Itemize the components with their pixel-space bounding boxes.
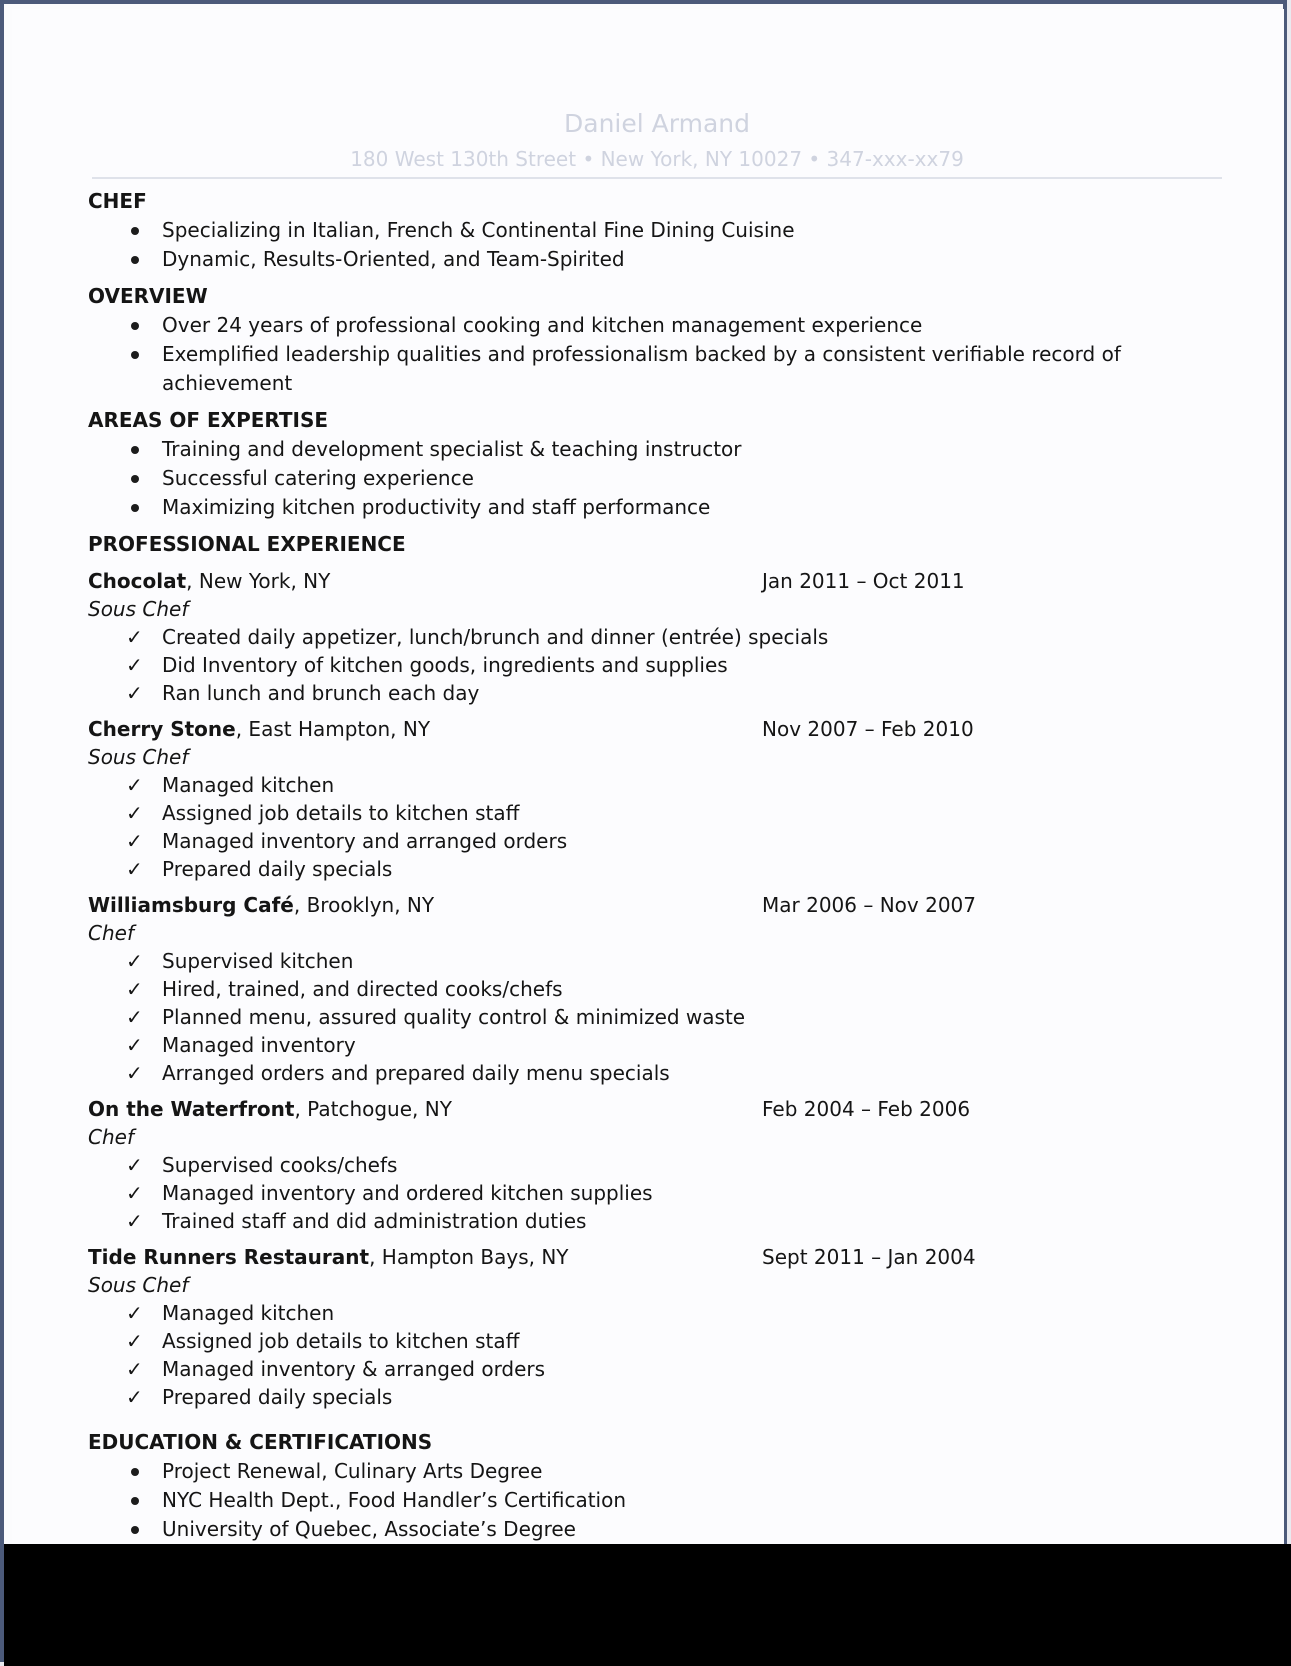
list-item: ✓ Managed inventory: [126, 1033, 356, 1057]
checkmark-icon: ✓: [126, 1209, 143, 1233]
checkmark-icon: ✓: [126, 1357, 143, 1381]
candidate-address: 180 West 130th Street • New York, NY 10027 • 347-xxx-xx79: [350, 147, 964, 171]
job-title: Chef: [88, 1125, 134, 1149]
bottom-black-bar: [4, 1544, 1291, 1666]
list-item: Specializing in Italian, French & Continental Fine Dining Cuisine: [88, 216, 1218, 245]
resume-page: [12, 9, 1284, 1544]
job-duties: [88, 1299, 1218, 1411]
job-location: , Patchogue, NY: [294, 1097, 452, 1121]
list-item: ✓ Trained staff and did administration duties: [126, 1209, 587, 1233]
checkmark-icon: ✓: [126, 1181, 143, 1205]
checkmark-icon: ✓: [126, 1153, 143, 1177]
list-item: ✓ Managed kitchen: [126, 773, 335, 797]
bullet-icon: [131, 504, 139, 512]
list-item: ✓ Assigned job details to kitchen staff: [126, 801, 520, 825]
checkmark-icon: ✓: [126, 1061, 143, 1085]
bullet-icon: [131, 1497, 139, 1505]
list-item: ✓ Created daily appetizer, lunch/brunch and dinner (entrée) specials: [126, 625, 829, 649]
job-title: Sous Chef: [88, 597, 189, 621]
job-employer: Williamsburg Café: [88, 893, 294, 917]
list-item: ✓ Prepared daily specials: [126, 857, 393, 881]
list-item: ✓ Supervised cooks/chefs: [126, 1153, 398, 1177]
job-dates: Sept 2011 – Jan 2004: [762, 1245, 976, 1269]
checkmark-icon: ✓: [126, 1033, 143, 1057]
section-heading-chef: CHEF: [88, 189, 147, 213]
bullet-icon: [131, 1468, 139, 1476]
list-item: ✓ Hired, trained, and directed cooks/chefs: [126, 977, 563, 1001]
job-header: [88, 891, 1218, 919]
resume-body: [88, 186, 1218, 1573]
bullet-icon: [131, 446, 139, 454]
list-item: ✓ Ran lunch and brunch each day: [126, 681, 480, 705]
job-dates: Jan 2011 – Oct 2011: [762, 569, 965, 593]
job-location: , East Hampton, NY: [235, 717, 431, 741]
job-employer: Tide Runners Restaurant: [88, 1245, 370, 1269]
job-duties: [88, 623, 1218, 707]
job-title: Sous Chef: [88, 1273, 189, 1297]
job-dates: Feb 2004 – Feb 2006: [762, 1097, 971, 1121]
overview-list: [88, 311, 1218, 398]
list-item: NYC Health Dept., Food Handler’s Certification: [88, 1486, 1218, 1515]
bullet-icon: [131, 1526, 139, 1534]
list-item: ✓ Planned menu, assured quality control & minimized waste: [126, 1005, 746, 1029]
list-item: Over 24 years of professional cooking and kitchen management experience: [88, 311, 1218, 340]
job-entry: [88, 891, 1218, 1087]
list-item: Project Renewal, Culinary Arts Degree: [88, 1457, 1218, 1486]
checkmark-icon: ✓: [126, 949, 143, 973]
header-divider: [92, 177, 1222, 179]
checkmark-icon: ✓: [126, 625, 143, 649]
checkmark-icon: ✓: [126, 773, 143, 797]
candidate-name: Daniel Armand: [564, 109, 750, 138]
list-item: Successful catering experience: [88, 464, 1218, 493]
resume-header: [92, 9, 1222, 179]
bullet-icon: [131, 322, 139, 330]
job-header: [88, 1243, 1218, 1271]
checkmark-icon: ✓: [126, 681, 143, 705]
job-entry: [88, 567, 1218, 707]
checkmark-icon: ✓: [126, 801, 143, 825]
list-item: ✓ Supervised kitchen: [126, 949, 354, 973]
list-item: ✓ Managed inventory and ordered kitchen supplies: [126, 1181, 653, 1205]
job-duties: [88, 771, 1218, 883]
checkmark-icon: ✓: [126, 653, 143, 677]
bullet-icon: [131, 227, 139, 235]
job-location: , New York, NY: [186, 569, 331, 593]
checkmark-icon: ✓: [126, 1005, 143, 1029]
list-item: Maximizing kitchen productivity and staff performance: [88, 493, 1218, 522]
list-item: ✓ Arranged orders and prepared daily menu specials: [126, 1061, 670, 1085]
checkmark-icon: ✓: [126, 857, 143, 881]
job-employer: Cherry Stone: [88, 717, 236, 741]
list-item: ✓ Assigned job details to kitchen staff: [126, 1329, 520, 1353]
job-dates: Mar 2006 – Nov 2007: [762, 893, 976, 917]
list-item: University of Quebec, Associate’s Degree: [88, 1515, 1218, 1544]
section-heading-experience: PROFESSIONAL EXPERIENCE: [88, 532, 406, 556]
job-dates: Nov 2007 – Feb 2010: [762, 717, 974, 741]
job-duties: [88, 947, 1218, 1087]
job-header: [88, 715, 1218, 743]
bullet-icon: [131, 256, 139, 264]
checkmark-icon: ✓: [126, 1385, 143, 1409]
checkmark-icon: ✓: [126, 1329, 143, 1353]
section-heading-education: EDUCATION & CERTIFICATIONS: [88, 1430, 433, 1454]
job-header: [88, 1095, 1218, 1123]
section-heading-expertise: AREAS OF EXPERTISE: [88, 408, 329, 432]
job-entry: [88, 1243, 1218, 1411]
job-employer: Chocolat: [88, 569, 187, 593]
list-item: Exemplified leadership qualities and professionalism backed by a consistent verifiable record of achievement: [88, 340, 1218, 398]
job-employer: On the Waterfront: [88, 1097, 295, 1121]
checkmark-icon: ✓: [126, 829, 143, 853]
list-item: ✓ Did Inventory of kitchen goods, ingredients and supplies: [126, 653, 728, 677]
checkmark-icon: ✓: [126, 1301, 143, 1325]
expertise-list: [88, 435, 1218, 522]
job-entry: [88, 715, 1218, 883]
chef-list: [88, 216, 1218, 274]
job-header: [88, 567, 1218, 595]
list-item: Training and development specialist & teaching instructor: [88, 435, 1218, 464]
list-item: Dynamic, Results-Oriented, and Team-Spirited: [88, 245, 1218, 274]
section-heading-overview: OVERVIEW: [88, 284, 208, 308]
list-item: ✓ Managed inventory & arranged orders: [126, 1357, 546, 1381]
job-entry: [88, 1095, 1218, 1235]
job-title: Sous Chef: [88, 745, 189, 769]
list-item: ✓ Managed kitchen: [126, 1301, 335, 1325]
job-duties: [88, 1151, 1218, 1235]
bullet-icon: [131, 351, 139, 359]
job-location: , Hampton Bays, NY: [369, 1245, 569, 1269]
job-location: , Brooklyn, NY: [293, 893, 435, 917]
checkmark-icon: ✓: [126, 977, 143, 1001]
job-title: Chef: [88, 921, 134, 945]
bullet-icon: [131, 475, 139, 483]
list-item: ✓ Managed inventory and arranged orders: [126, 829, 568, 853]
list-item: ✓ Prepared daily specials: [126, 1385, 393, 1409]
